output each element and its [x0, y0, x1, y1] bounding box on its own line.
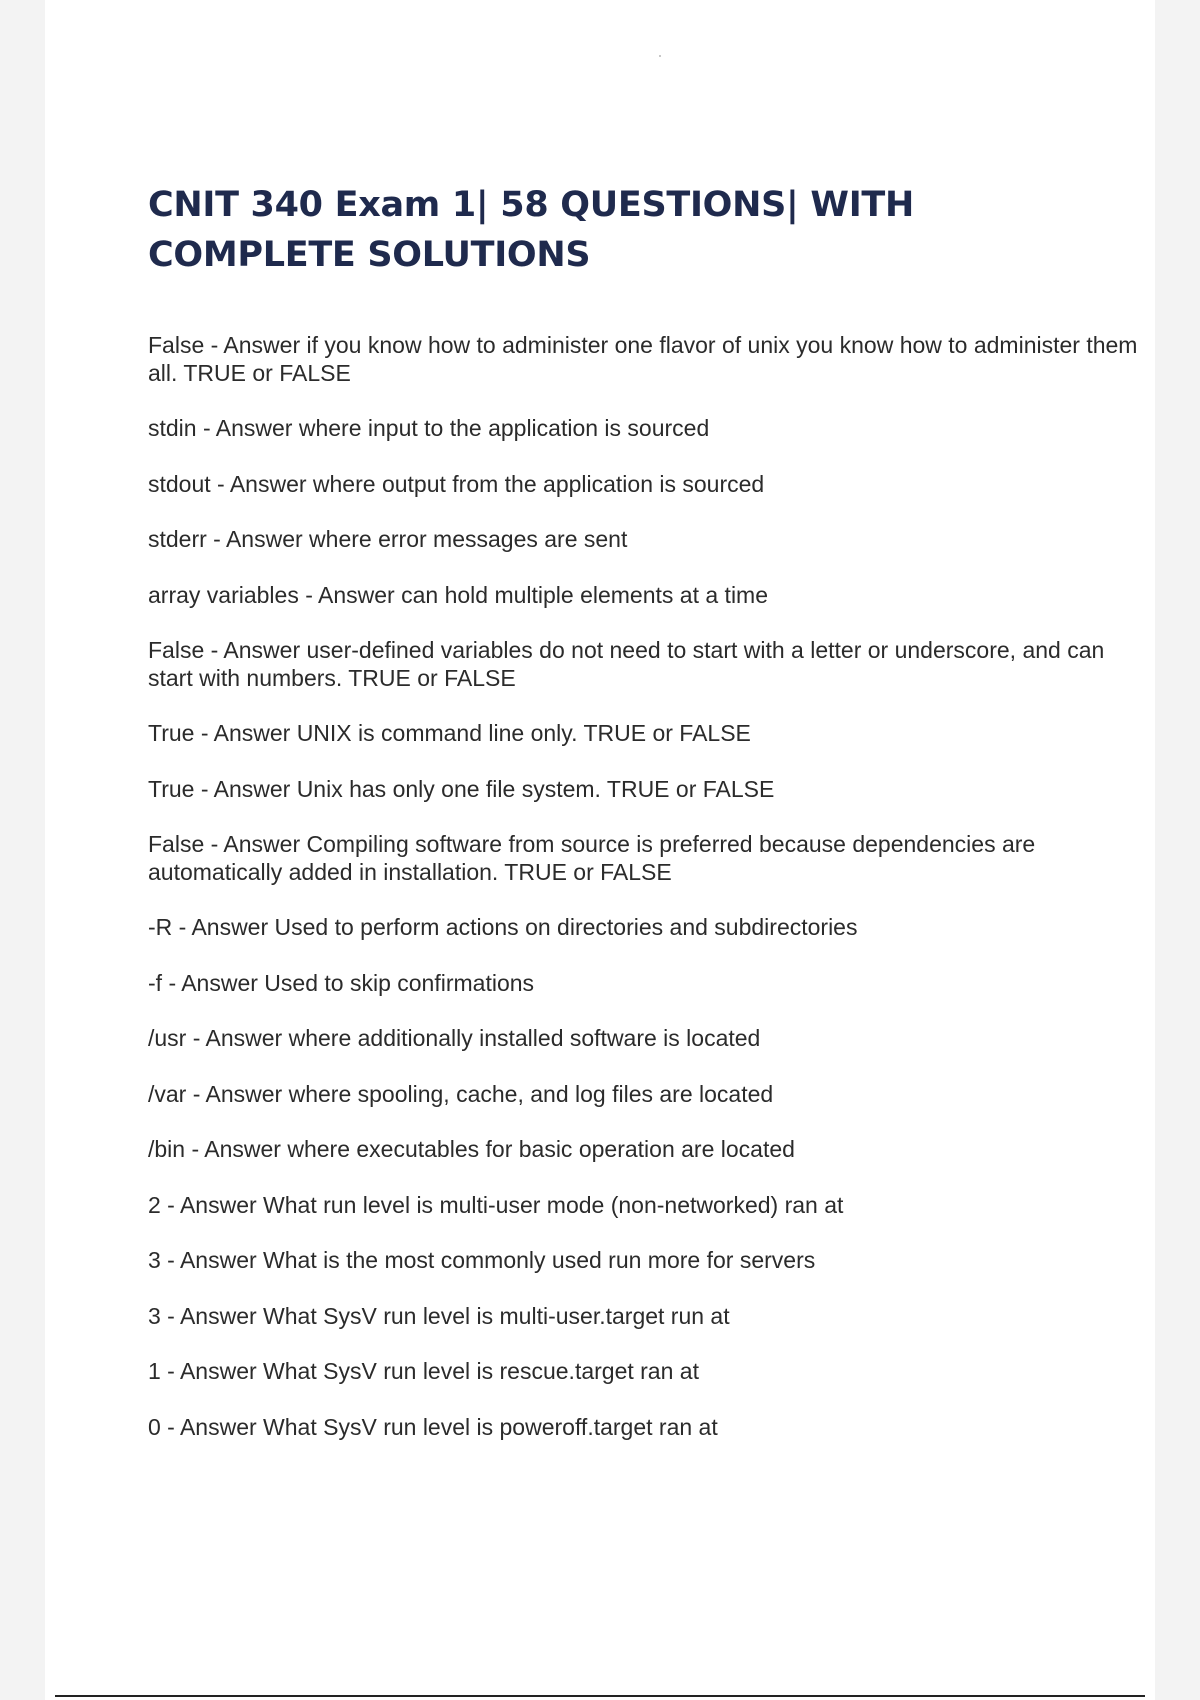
- qa-item: 1 - Answer What SysV run level is rescue.target ran at: [148, 1358, 699, 1384]
- qa-item: False - Answer user-defined variables do not need to start with a letter or underscore, and can start with numbers. TRUE or FALSE: [148, 637, 1105, 691]
- qa-item: stderr - Answer where error messages are sent: [148, 526, 628, 552]
- qa-item: False - Answer if you know how to administer one flavor of unix you know how to administer them all. TRUE or FALSE: [148, 332, 1138, 386]
- qa-item: 2 - Answer What run level is multi-user mode (non-networked) ran at: [148, 1191, 844, 1218]
- qa-item: 0 - Answer What SysV run level is poweroff.target ran at: [148, 1413, 718, 1440]
- qa-item: array variables - Answer can hold multiple elements at a time: [148, 581, 769, 608]
- qa-item: -f - Answer Used to skip confirmations: [148, 969, 535, 996]
- qa-item: stdin - Answer where input to the application is sourced: [148, 415, 710, 441]
- qa-item: stdout - Answer where output from the application is sourced: [148, 470, 765, 497]
- qa-item: True - Answer Unix has only one file system. TRUE or FALSE: [148, 775, 775, 802]
- qa-item: /usr - Answer where additionally installed software is located: [148, 1025, 761, 1051]
- qa-item: 3 - Answer What is the most commonly used run more for servers: [148, 1247, 816, 1273]
- qa-item: /var - Answer where spooling, cache, and log files are located: [148, 1080, 774, 1107]
- qa-item: 3 - Answer What SysV run level is multi-user.target run at: [148, 1302, 730, 1329]
- document-title: CNIT 340 Exam 1| 58 QUESTIONS| WITH COMPLETE SOLUTIONS: [148, 185, 914, 275]
- qa-item: /bin - Answer where executables for basic operation are located: [148, 1136, 795, 1162]
- document-page: [45, 0, 1155, 1700]
- qa-item: False - Answer Compiling software from source is preferred because dependencies are automatically added in installation. TRUE or FALSE: [148, 831, 1036, 885]
- footer-divider: [55, 1695, 1145, 1697]
- scan-speck: [659, 55, 661, 57]
- qa-item: -R - Answer Used to perform actions on directories and subdirectories: [148, 914, 858, 940]
- qa-list: [148, 332, 1138, 1441]
- qa-item: True - Answer UNIX is command line only. TRUE or FALSE: [148, 720, 751, 746]
